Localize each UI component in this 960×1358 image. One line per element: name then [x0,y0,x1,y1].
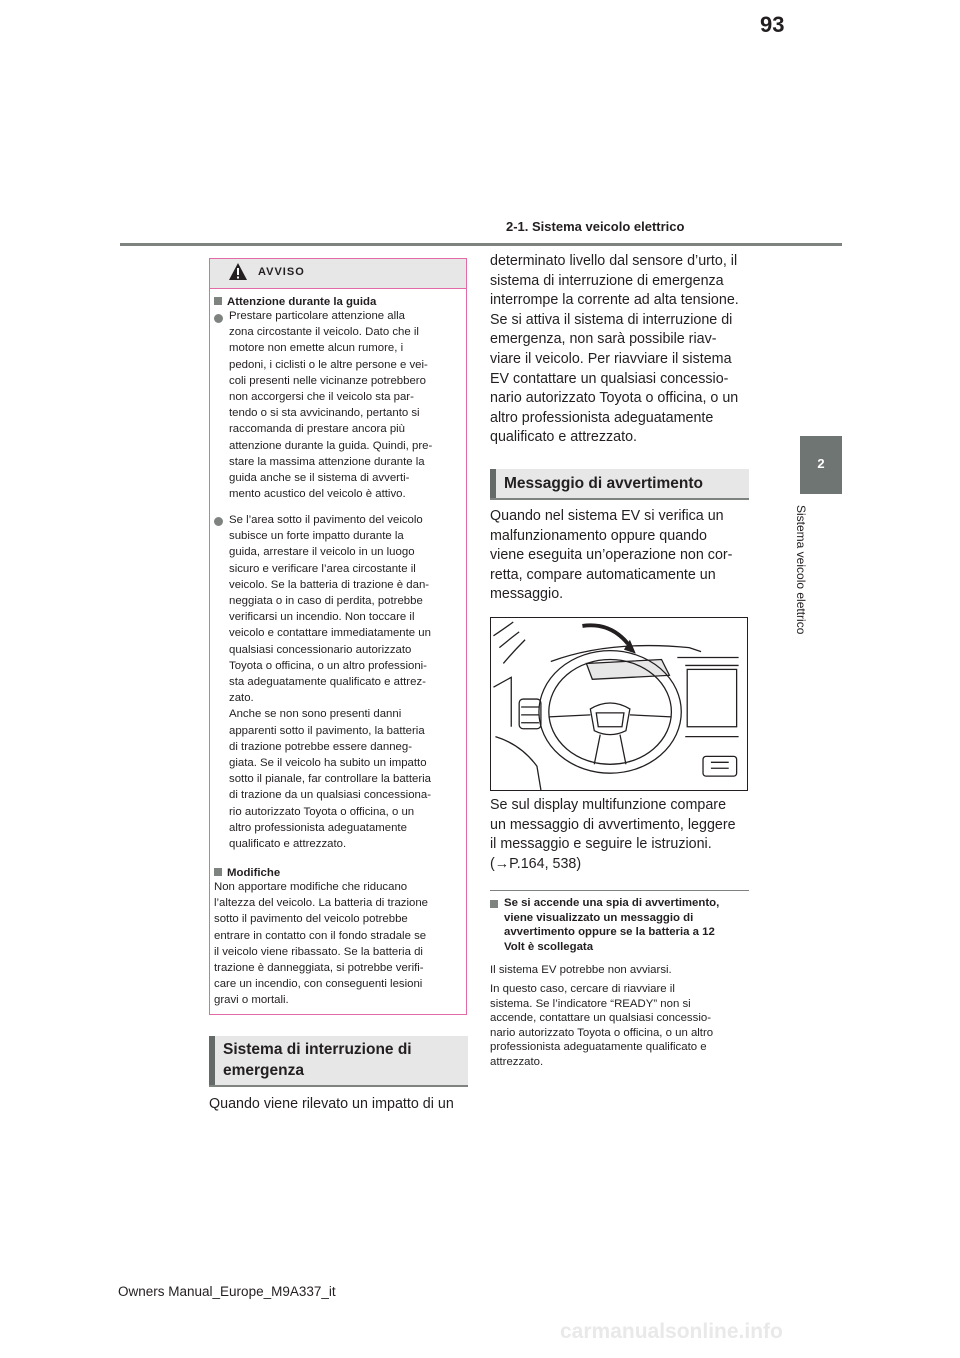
text-line: pedoni, i ciclisti o le altre persone e vei- [229,358,428,371]
message-heading-rule [490,498,749,500]
text-line: professionista adeguatamente qualificato e [490,1041,707,1054]
text-line: In questo caso, cercare di riavviare il [490,983,675,995]
text-line: sotto il pavimento del veicolo potrebbe [214,913,408,926]
text-line: nario autorizzato Toyota o officina, o un [490,390,739,407]
text-line: subisce un forte impatto durante la [229,530,404,543]
text-line: viare il veicolo. Per riavviare il sistema [490,350,732,367]
section-title: 2-1. Sistema veicolo elettrico [506,219,685,234]
footer-manual-id: Owners Manual_Europe_M9A337_it [118,1284,336,1299]
emergency-heading-rule [209,1085,468,1087]
chapter-tab-label-text: Sistema veicolo elettrico [794,505,808,635]
text-line: di trazione potrebbe essere danneg- [229,740,413,753]
text-line: qualsiasi concessionario autorizzato [229,643,412,656]
header-rule [120,243,842,246]
text-line: stare la massima attenzione durante la [229,455,425,468]
text-line: altro professionista adeguatamente [229,821,407,834]
text-line: non accorgersi che il veicolo sta par- [229,391,414,404]
warning-title: AVVISO [258,266,305,278]
emergency-heading-line1: Sistema di interruzione di [223,1041,412,1058]
page-number: 93 [760,12,785,37]
warning-section2-heading: Modifiche [227,867,281,879]
reference-arrow-icon: → [494,856,510,872]
text-line: sistema di interruzione di emergenza [490,272,724,289]
text-line: EV contattare un qualsiasi concessio- [490,370,729,387]
text-line: il messaggio e seguire le istruzioni. [490,836,712,853]
note-line1: Il sistema EV potrebbe non avviarsi. [490,964,672,976]
text-line: attrezzato. [490,1055,544,1068]
message-heading-box [490,469,749,498]
text-line: veicolo. Se la batteria di trazione è dan- [229,578,430,591]
text-line: sta adeguatamente qualificato e attrez- [229,676,426,689]
text-line: nario autorizzato Toyota o officina, o un altro [490,1026,714,1039]
text-line: Se sul display multifunzione compare [490,797,727,813]
text-line: guida anche se il sistema di avverti- [229,472,410,485]
text-line: emergenza, non sarà possibile riav- [490,331,717,348]
text-line: qualificato e attrezzato. [490,429,638,446]
text-line: giata. Se il veicolo ha subito un impatto [229,757,427,770]
text-line: viene visualizzato un messaggio di [504,911,694,924]
text-line: l’altezza del veicolo. La batteria di trazione [214,897,429,910]
warning-header [210,259,466,288]
note-body [490,982,752,1070]
text-line: attenzione durante la guida. Quindi, pre- [229,439,433,452]
text-line: zato. [229,692,254,705]
text-line: apparenti sotto il pavimento, la batteria [229,724,425,737]
warning-bullet-2 [229,512,465,852]
text-line: Se l’area sotto il pavimento del veicolo [229,514,423,526]
text-line: entrare in contatto con il fondo stradale se [214,929,427,942]
text-line: retta, compare automaticamente un [490,566,716,583]
text-line: rio autorizzato Toyota o officina, o un [229,805,415,818]
text-line: Prestare particolare attenzione alla [229,310,406,322]
text-line: care un incendio, con conseguenti lesioni [214,978,423,991]
square-bullet-icon [490,900,498,908]
round-bullet-icon [214,517,223,526]
dashboard-illustration [490,617,748,791]
text-line: Volt è scollegata [504,940,594,953]
text-line: Se si accende una spia di avvertimento, [504,897,720,909]
emergency-body [490,252,760,448]
text-line: il veicolo viene ribassato. Se la batteria di [214,945,423,958]
square-bullet-icon [214,868,222,876]
text-line: sicuro e verificare l’area circostante il [229,562,416,575]
note-rule [490,890,749,891]
note-heading [504,896,754,954]
emergency-heading-line2: emergenza [223,1062,304,1079]
text-line: altro professionista adeguatamente [490,409,714,426]
text-line: sotto il pianale, far controllare la batteria [229,773,431,786]
text-line: qualificato e attrezzato. [229,838,347,851]
square-bullet-icon [214,297,222,305]
text-line: viene eseguita un’operazione non cor- [490,547,733,564]
text-line: motore non emette alcun rumore, i [229,342,404,355]
text-line: determinato livello dal sensore d’urto, il [490,253,738,269]
chapter-tab-label [790,505,810,655]
chapter-tab-number: 2 [817,456,825,471]
text-line: guida, arrestare il veicolo in un luogo [229,546,415,559]
text-line: interrompe la corrente ad alta tensione. [490,292,739,309]
text-line: avvertimento oppure se la batteria a 12 [504,926,715,939]
text-line: coli presenti nelle vicinanze potrebbero [229,374,426,387]
warning-section2-body [214,879,464,1009]
text-line: accende, contattare un qualsiasi concessio- [490,1012,711,1025]
text-line: neggiata o in caso di perdita, potrebbe [229,595,423,608]
text-line: zona circostante il veicolo. Dato che il [229,326,419,339]
message-reference [490,855,581,875]
warning-divider [210,288,466,289]
text-line: messaggio. [490,586,564,603]
reference-link[interactable]: P.164, 538) [509,856,582,872]
message-heading: Messaggio di avvertimento [504,475,703,492]
text-line: un messaggio di avvertimento, leggere [490,816,736,833]
text-line: verificarsi un incendio. Non toccare il [229,611,415,624]
text-line: veicolo e contattare immediatamente un [229,627,431,640]
warning-bullet-1 [229,308,465,502]
text-line: Anche se non sono presenti danni [229,708,402,721]
text-line: Toyota o officina, o un altro professioni- [229,659,427,672]
text-line: raccomanda di prestare ancora più [229,423,406,436]
reference-open: ( [490,856,495,872]
emergency-heading-box [209,1036,468,1085]
text-line: Se si attiva il sistema di interruzione di [490,311,733,328]
text-line: Quando nel sistema EV si verifica un [490,508,724,524]
warning-section1-heading: Attenzione durante la guida [227,296,377,308]
text-line: sistema. Se l’indicatore “READY” non si [490,997,691,1010]
message-intro [490,507,760,605]
text-line: trazione è danneggiata, si potrebbe verifi- [214,962,424,975]
text-line: mento acustico del veicolo è attivo. [229,488,406,501]
emergency-intro: Quando viene rilevato un impatto di un [209,1096,454,1112]
round-bullet-icon [214,314,223,323]
message-after [490,796,760,855]
text-line: di trazione da un qualsiasi concessiona- [229,789,431,802]
text-line: gravi o mortali. [214,994,289,1007]
text-line: malfunzionamento oppure quando [490,527,707,544]
text-line: tendo o si sta avvicinando, pertanto si [229,407,420,420]
text-line: Non apportare modifiche che riducano [214,881,408,893]
warning-triangle-icon [228,262,248,281]
watermark: carmanualsonline.info [560,1320,783,1343]
